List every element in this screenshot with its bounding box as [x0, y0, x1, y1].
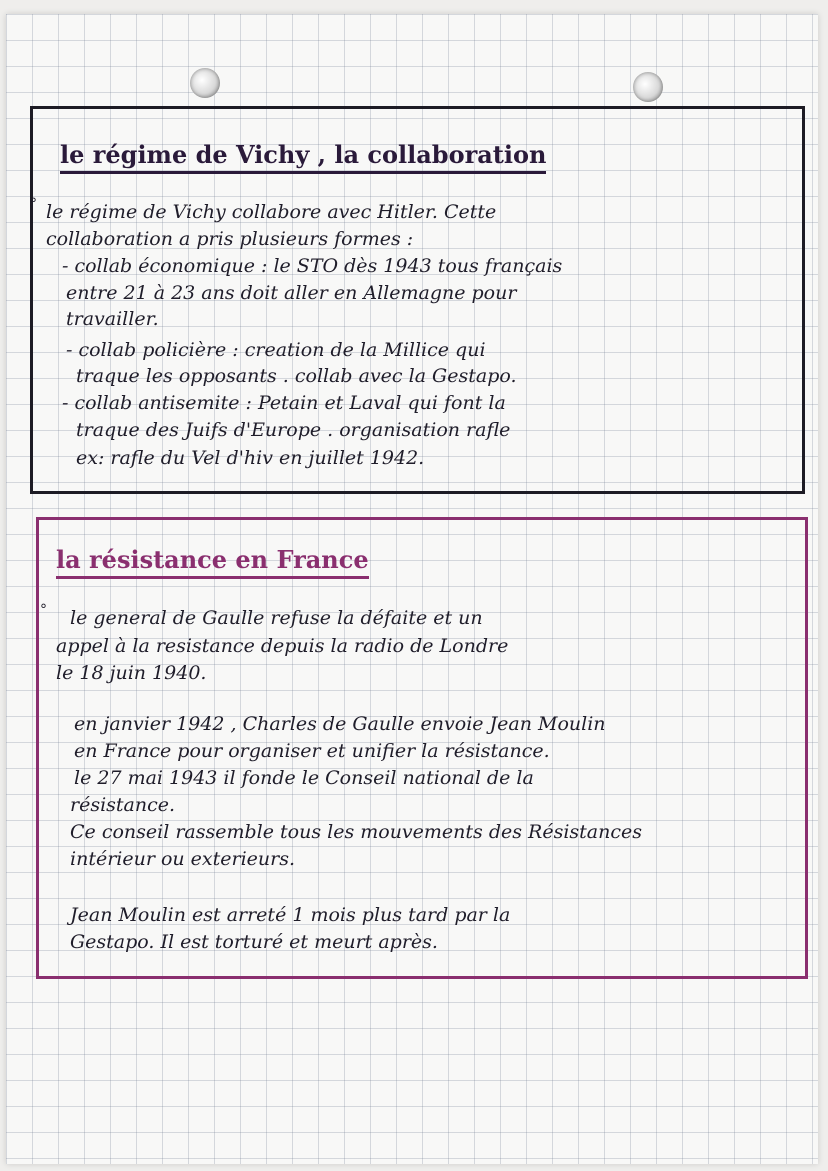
- s1-line-4: entre 21 à 23 ans doit aller en Allemagne pour: [66, 282, 517, 304]
- s2-line-10: Jean Moulin est arreté 1 mois plus tard par la: [70, 904, 511, 926]
- s1-line-8: - collab antisemite : Petain et Laval qui font la: [62, 392, 506, 414]
- s2-line-6: le 27 mai 1943 il fonde le Conseil national de la: [74, 767, 534, 789]
- s2-line-8: Ce conseil rassemble tous les mouvements des Résistances: [70, 821, 642, 843]
- s2-line-9: intérieur ou exterieurs.: [70, 848, 296, 870]
- s2-line-5: en France pour organiser et unifier la résistance.: [74, 740, 550, 762]
- s1-line-5: travailler.: [66, 308, 159, 330]
- s1-line-6: - collab policière : creation de la Millice qui: [66, 339, 486, 361]
- s1-line-7: traque les opposants . collab avec la Gestapo.: [76, 365, 517, 387]
- s1-line-2: collaboration a pris plusieurs formes :: [46, 228, 414, 250]
- punch-hole-right: [633, 72, 663, 102]
- s2-line-4: en janvier 1942 , Charles de Gaulle envoie Jean Moulin: [74, 713, 606, 735]
- bullet-1: °: [30, 196, 37, 212]
- s2-line-2: appel à la resistance depuis la radio de Londre: [56, 635, 509, 657]
- s2-line-7: résistance.: [70, 794, 176, 816]
- punch-hole-left: [190, 68, 220, 98]
- s1-line-10: ex: rafle du Vel d'hiv en juillet 1942.: [76, 447, 425, 469]
- s2-line-11: Gestapo. Il est torturé et meurt après.: [70, 931, 438, 953]
- resistance-title: la résistance en France: [56, 545, 369, 579]
- s1-line-1: le régime de Vichy collabore avec Hitler. Cette: [46, 201, 497, 223]
- s1-line-9: traque des Juifs d'Europe . organisation rafle: [76, 419, 511, 441]
- collaboration-title: le régime de Vichy , la collaboration: [60, 140, 546, 174]
- bullet-2: °: [40, 602, 47, 618]
- s2-line-3: le 18 juin 1940.: [56, 662, 207, 684]
- s1-line-3: - collab économique : le STO dès 1943 tous français: [62, 255, 563, 277]
- s2-line-1: le general de Gaulle refuse la défaite et un: [70, 607, 483, 629]
